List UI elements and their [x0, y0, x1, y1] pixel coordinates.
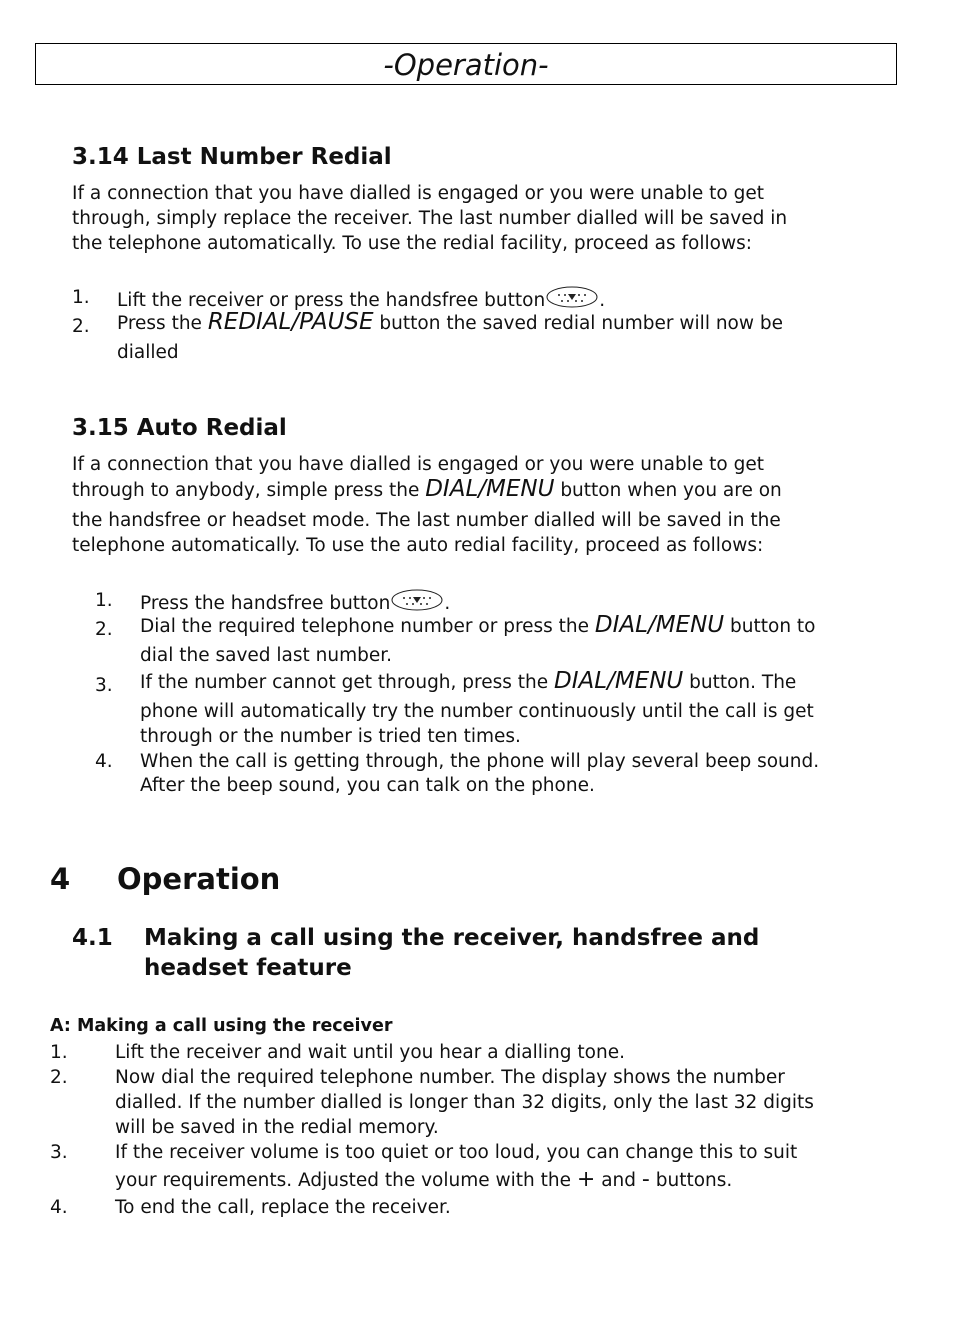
handsfree-button-icon [545, 285, 599, 309]
s4-item3-and: and [595, 1170, 642, 1191]
s4-item1-text: Lift the receiver and wait until you hear a dialling tone. [115, 1042, 625, 1063]
page-header [35, 43, 897, 85]
s314-item1-end: . [599, 290, 606, 311]
dial-menu-key-label: DIAL/MENU [554, 668, 684, 694]
s314-item2-text-c: dialled [117, 342, 179, 363]
s4-item4-text: To end the call, replace the receiver. [115, 1197, 451, 1218]
s4-item2-number: 2. [50, 1067, 68, 1088]
chapter-4-number: 4 [50, 862, 71, 896]
s315-para-line2-b: button when you are on [554, 480, 782, 501]
subsection-a-heading: A: Making a call using the receiver [50, 1016, 393, 1036]
s314-para-line2: through, simply replace the receiver. The last number dialled will be saved in [72, 208, 788, 229]
s315-item1 [140, 588, 450, 616]
s315-para-line1: If a connection that you have dialled is engaged or you were unable to get [72, 454, 764, 475]
s314-item2-text-b: button the saved redial number will now be [373, 313, 784, 334]
s4-item2-text-c: will be saved in the redial memory. [115, 1117, 439, 1138]
s315-item3-text-c: phone will automatically try the number continuously until the call is get [140, 701, 814, 722]
s314-para-line3: the telephone automatically. To use the redial facility, proceed as follows: [72, 233, 752, 254]
dial-menu-key-label: DIAL/MENU [425, 476, 555, 502]
s4-item1-number: 1. [50, 1042, 68, 1063]
s315-item2-text-a: Dial the required telephone number or press the [140, 616, 595, 637]
dial-menu-key-label: DIAL/MENU [594, 612, 725, 638]
section-4-1-number: 4.1 [72, 925, 113, 951]
s315-item2 [140, 613, 816, 639]
page-header-title: -Operation- [383, 48, 549, 82]
s315-item2-text-c: dial the saved last number. [140, 645, 393, 666]
s4-item2-text-b: dialled. If the number dialled is longer than 32 digits, only the last 32 digits [115, 1092, 814, 1113]
s315-para-line3: the handsfree or headset mode. The last number dialled will be saved in the [72, 510, 781, 531]
s4-item3-text-a: If the receiver volume is too quiet or too loud, you can change this to suit [115, 1142, 798, 1163]
section-3-15-heading: 3.15 Auto Redial [72, 415, 287, 441]
s314-item2-number: 2. [72, 316, 90, 337]
s4-item3-text-b: your requirements. Adjusted the volume with the [115, 1170, 577, 1191]
s314-item1-number: 1. [72, 287, 90, 308]
s315-item1-text: Press the handsfree button [140, 593, 391, 614]
s314-item1-text: Lift the receiver or press the handsfree button [117, 290, 546, 311]
s315-para-line2-a: through to anybody, simple press the [72, 480, 426, 501]
s4-item3-line2 [115, 1167, 732, 1193]
s315-item2-text-b: button to [724, 616, 816, 637]
section-3-14-heading: 3.14 Last Number Redial [72, 144, 392, 170]
s4-item3-number: 3. [50, 1142, 68, 1163]
s315-item3-number: 3. [95, 675, 113, 696]
section-4-1-title-line1: Making a call using the receiver, handsfree and [144, 925, 760, 951]
s315-item4-text-a: When the call is getting through, the phone will play several beep sound. [140, 751, 820, 772]
s315-item2-number: 2. [95, 619, 113, 640]
minus-button-label: - [641, 1167, 650, 1192]
s4-item3-text-c: buttons. [649, 1170, 733, 1191]
s315-item1-number: 1. [95, 590, 113, 611]
s315-item4-number: 4. [95, 751, 113, 772]
s4-item4-number: 4. [50, 1197, 68, 1218]
s314-para-line1: If a connection that you have dialled is engaged or you were unable to get [72, 183, 764, 204]
s315-item3-text-b: button. The [683, 672, 797, 693]
s314-item2 [117, 310, 783, 336]
s315-item1-end: . [444, 593, 451, 614]
s315-item3-text-a: If the number cannot get through, press the [140, 672, 555, 693]
chapter-4-title: Operation [117, 862, 281, 896]
section-4-1-title-line2: headset feature [144, 955, 352, 981]
s315-para-line2 [72, 477, 782, 503]
s315-item4-text-b: After the beep sound, you can talk on the phone. [140, 775, 595, 796]
plus-button-label: + [576, 1167, 596, 1192]
s314-item2-text-a: Press the [117, 313, 208, 334]
handsfree-button-icon [390, 588, 444, 612]
s315-para-line4: telephone automatically. To use the auto redial facility, proceed as follows: [72, 535, 764, 556]
s315-item3-text-d: through or the number is tried ten times. [140, 726, 521, 747]
s4-item2-text-a: Now dial the required telephone number. The display shows the number [115, 1067, 785, 1088]
s315-item3 [140, 669, 796, 695]
redial-pause-key-label: REDIAL/PAUSE [207, 309, 374, 335]
